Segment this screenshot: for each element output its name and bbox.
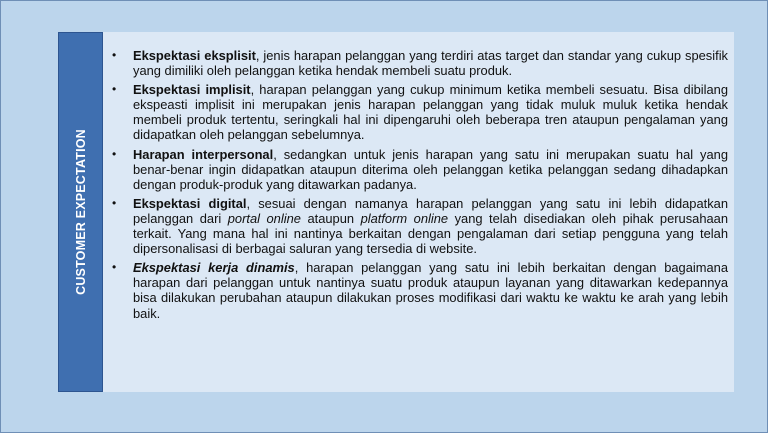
item-text: ataupun [300, 210, 361, 226]
term-label: Harapan interpersonal [133, 146, 274, 162]
item-emphasis: portal online [227, 210, 301, 226]
item-text: , jenis harapan pelanggan yang terdiri atas target dan standar yang cukup spesifik yang dimiliki oleh pelanggan ketika hendak membeli suatu produk. [133, 48, 729, 79]
item-emphasis: platform online [360, 210, 449, 226]
bullet-icon: • [112, 260, 117, 275]
list-item-explicit [112, 48, 728, 78]
bullet-list-container [112, 48, 728, 325]
list-item-digital [112, 196, 728, 256]
side-label: CUSTOMER EXPECTATION [73, 129, 88, 295]
term-label: Ekspektasi eksplisit [133, 48, 256, 63]
bullet-icon: • [112, 195, 117, 210]
bullet-icon: • [112, 146, 117, 161]
list-item-interpersonal [112, 147, 728, 192]
side-bar [58, 32, 103, 392]
bullet-list [112, 48, 728, 321]
item-text: , sedangkan untuk jenis harapan yang satu ini merupakan suatu hal yang benar-benar ingin didapatkan ataupun diterima oleh pelanggan ketika pelanggan sedang dihadapkan dengan produk-produk yang ditawarkan padanya. [133, 146, 728, 192]
list-item-implicit [112, 82, 728, 142]
list-item-dynamic [112, 260, 728, 320]
bullet-icon: • [112, 48, 117, 62]
term-label: Ekspektasi digital [133, 195, 247, 211]
item-text: yang telah disediakan oleh pihak perusahaan terkait. Yang mana hal ini nantinya berkaitan dengan pengalaman dari setiap pengguna yang telah dipersonalisasi di berbagai saluran yang tersedia di website. [133, 210, 728, 257]
item-text: , harapan pelanggan yang satu ini lebih berkaitan dengan bagaimana harapan dari pelanggan untuk nantinya suatu produk ataupun layanan yang ditawarkan kedepannya bisa dilakukan perubahan ataupun dilakukan proses modifikasi dari waktu ke waktu ke arah yang lebih baik. [133, 260, 728, 321]
term-label: Ekspektasi kerja dinamis [133, 260, 295, 276]
item-text: , sesuai dengan namanya harapan pelanggan yang satu ini lebih didapatkan pelanggan dari [133, 195, 728, 226]
item-text: , harapan pelanggan yang cukup minimum ketika membeli sesuatu. Bisa dibilang ekspeasti implisit ini merupakan jenis harapan pelanggan yang tidak muluk muluk ketika hendak membeli produk tertentu, seringkali hal ini dipengaruhi oleh beberapa tren ataupun pengalaman yang didapatkan oleh pelanggan sebelumnya. [133, 82, 728, 143]
bullet-icon: • [112, 82, 117, 97]
term-label: Ekspektasi implisit [133, 82, 251, 98]
